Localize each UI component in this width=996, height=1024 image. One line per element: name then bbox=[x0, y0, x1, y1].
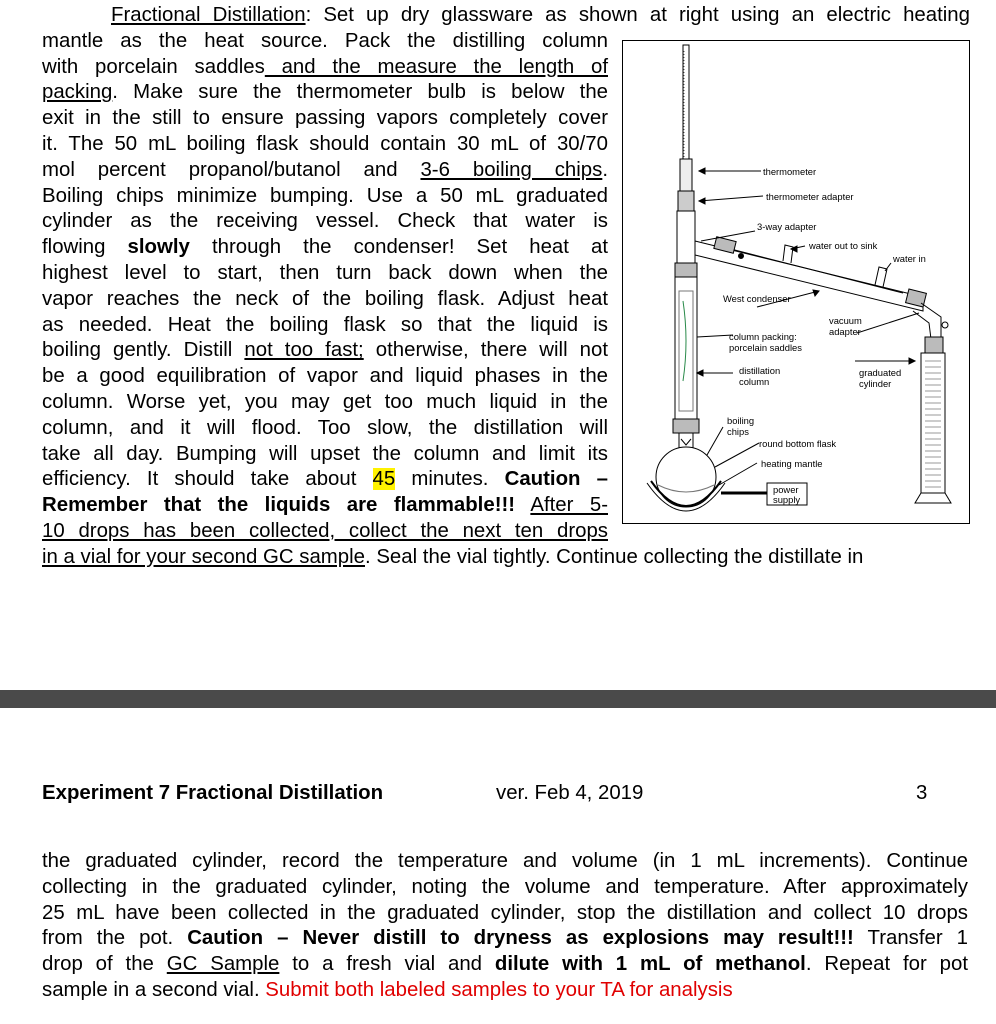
page-divider bbox=[0, 690, 996, 708]
label-boiling-chips: chips bbox=[727, 426, 749, 437]
label-heating-mantle: heating mantle bbox=[761, 458, 823, 469]
highlighted-minutes: 45 bbox=[372, 468, 396, 491]
label-water-in: water in bbox=[893, 253, 926, 264]
label-round-bottom-flask: round bottom flask bbox=[759, 438, 837, 449]
text-line: efficiency. It should take about 45 minutes. Caution – bbox=[42, 468, 608, 491]
distillation-apparatus-figure bbox=[622, 40, 970, 524]
text-line: take all day. Bumping will upset the column and limit its bbox=[42, 442, 608, 465]
text-line: drop of the GC Sample to a fresh vial and dilute with 1 mL of methanol. Repeat for pot bbox=[42, 953, 968, 976]
submit-instruction: Submit both labeled samples to your TA for analysis bbox=[265, 978, 733, 1001]
section-heading: Fractional Distillation bbox=[111, 4, 306, 26]
text-line: mantle as the heat source. Pack the distilling column bbox=[42, 29, 608, 52]
text-line: collecting in the graduated cylinder, noting the volume and temperature. After approximately bbox=[42, 875, 968, 898]
version-date: ver. Feb 4, 2019 bbox=[496, 782, 644, 804]
text-line: the graduated cylinder, record the temperature and volume (in 1 mL increments). Continue bbox=[42, 850, 968, 872]
text-line: boiling gently. Distill not too fast; otherwise, there will not bbox=[42, 339, 608, 362]
label-vacuum-adapter: adapter bbox=[829, 326, 861, 337]
text-line: column, and it will flood. Too slow, the distillation will bbox=[42, 416, 608, 439]
text-line: column. Worse yet, you may get too much liquid in the bbox=[42, 390, 608, 413]
text-line: exit in the still to ensure passing vapors completely cover bbox=[42, 107, 608, 130]
text-line: highest level to start, then turn back down when the bbox=[42, 261, 608, 284]
text-line: cylinder as the receiving vessel. Check that water is bbox=[42, 210, 608, 233]
page-number: 3 bbox=[916, 782, 928, 804]
experiment-title: Experiment 7 Fractional Distillation bbox=[42, 782, 384, 804]
label-distillation-column: distillation bbox=[739, 365, 781, 376]
text-line: it. The 50 mL boiling flask should contain 30 mL of 30/70 bbox=[42, 132, 608, 155]
text-line: Fractional Distillation: Set up dry glassware as shown at right using an electric heating bbox=[111, 4, 970, 26]
text-line: vapor reaches the neck of the boiling flask. Adjust heat bbox=[42, 287, 608, 310]
text-line: 25 mL have been collected in the graduated cylinder, stop the distillation and collect 10 drops bbox=[42, 901, 968, 924]
label-power-supply: power bbox=[773, 484, 799, 495]
label-3-way-adapter: 3-way adapter bbox=[757, 221, 817, 232]
continuation-paragraph bbox=[42, 849, 968, 1004]
label-distillation-column: column bbox=[739, 376, 770, 387]
text-line: Remember that the liquids are flammable!!! After 5- bbox=[42, 494, 608, 517]
label-thermometer-adapter: thermometer adapter bbox=[766, 191, 854, 202]
label-column-packing: column packing: bbox=[729, 331, 797, 342]
text-line: from the pot. Caution – Never distill to dryness as explosions may result!!! Transfer 1 bbox=[42, 927, 969, 950]
text-line: 10 drops has been collected, collect the next ten drops bbox=[42, 519, 608, 542]
text-line: Boiling chips minimize bumping. Use a 50 mL graduated bbox=[42, 184, 608, 207]
text-line: be a good equilibration of vapor and liquid phases in the bbox=[42, 365, 608, 388]
label-water-out: water out to sink bbox=[809, 240, 878, 251]
text-line: in a vial for your second GC sample. Seal the vial tightly. Continue collecting the distillate in bbox=[42, 545, 864, 568]
text-line: packing. Make sure the thermometer bulb is below the bbox=[42, 81, 608, 104]
text-line: as needed. Heat the boiling flask so that the liquid is bbox=[42, 313, 608, 336]
text-line: with porcelain saddles and the measure the length of bbox=[42, 55, 608, 78]
label-graduated-cylinder: cylinder bbox=[859, 378, 892, 389]
label-west-condenser: West condenser bbox=[723, 293, 791, 304]
label-thermometer: thermometer bbox=[763, 166, 817, 177]
label-vacuum-adapter: vacuum bbox=[829, 315, 862, 326]
text-line: mol percent propanol/butanol and 3-6 boiling chips. bbox=[42, 158, 608, 181]
label-graduated-cylinder: graduated bbox=[859, 367, 902, 378]
label-power-supply: supply bbox=[773, 494, 801, 505]
label-column-packing: porcelain saddles bbox=[729, 342, 802, 353]
apparatus-drawing bbox=[623, 41, 969, 523]
text-line: sample in a second vial. Submit both labeled samples to your TA for analysis bbox=[42, 978, 733, 1001]
text-line: flowing slowly through the condenser! Set heat at bbox=[42, 236, 608, 259]
label-boiling-chips: boiling bbox=[727, 415, 755, 426]
page-header bbox=[0, 780, 996, 810]
